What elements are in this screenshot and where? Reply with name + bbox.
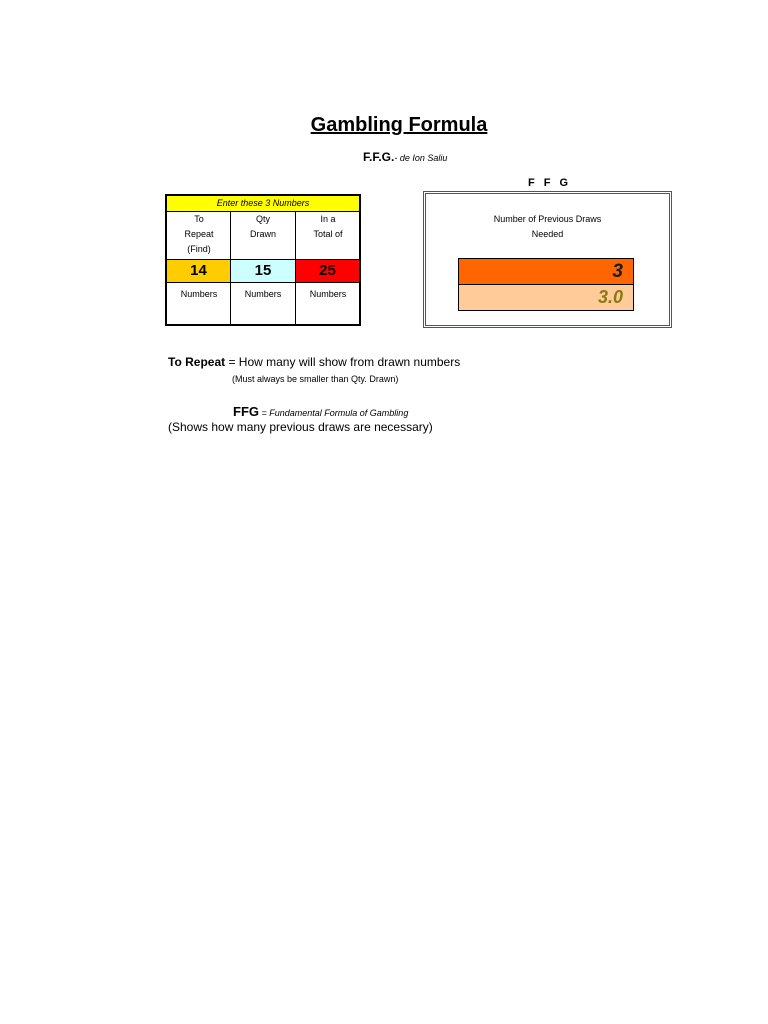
ffg-result-rounded: 3	[458, 258, 634, 285]
col-head-total-of	[296, 212, 360, 242]
qty-drawn-input[interactable]: 15	[231, 259, 295, 283]
note-term: FFG	[233, 404, 259, 419]
ffg-panel-title: F F G	[528, 177, 572, 189]
note-definition: = Fundamental Formula of Gambling	[259, 408, 409, 418]
unit-label: Numbers	[180, 289, 218, 299]
col-head-line: Total of	[313, 229, 343, 239]
ffg-subnote: (Shows how many previous draws are necessary)	[168, 420, 433, 434]
note-term: To Repeat	[168, 355, 226, 369]
ffg-result-exact: 3.0	[458, 284, 634, 311]
col-head-line: To	[194, 214, 204, 224]
col-head-to-repeat	[167, 212, 231, 257]
input-table-header: Enter these 3 Numbers	[167, 196, 359, 212]
ffg-label-line: Needed	[531, 229, 564, 239]
col-head-line: Qty	[255, 214, 270, 224]
unit-label: Numbers	[244, 289, 282, 299]
ffg-panel	[423, 191, 672, 328]
col-head-line: Repeat	[184, 229, 214, 239]
col-head-line: (Find)	[187, 244, 211, 254]
col-head-line: In a	[320, 214, 336, 224]
ffg-note	[233, 404, 408, 419]
to-repeat-subnote: (Must always be smaller than Qty. Drawn)	[232, 374, 399, 384]
col-head-qty-drawn	[231, 212, 295, 242]
document-subtitle	[363, 150, 447, 164]
col-head-line: Drawn	[249, 229, 276, 239]
unit-label: Numbers	[309, 289, 347, 299]
ffg-label	[426, 212, 669, 242]
to-repeat-input[interactable]: 14	[167, 259, 230, 283]
document-title: Gambling Formula	[310, 114, 488, 136]
input-table	[165, 194, 361, 326]
ffg-label-line: Number of Previous Draws	[493, 214, 602, 224]
subtitle-author: - de Ion Saliu	[394, 153, 448, 163]
note-definition: = How many will show from drawn numbers	[225, 355, 461, 369]
to-repeat-note	[168, 355, 460, 369]
total-of-input[interactable]: 25	[296, 259, 359, 283]
subtitle-abbr: F.F.G.	[363, 150, 395, 164]
